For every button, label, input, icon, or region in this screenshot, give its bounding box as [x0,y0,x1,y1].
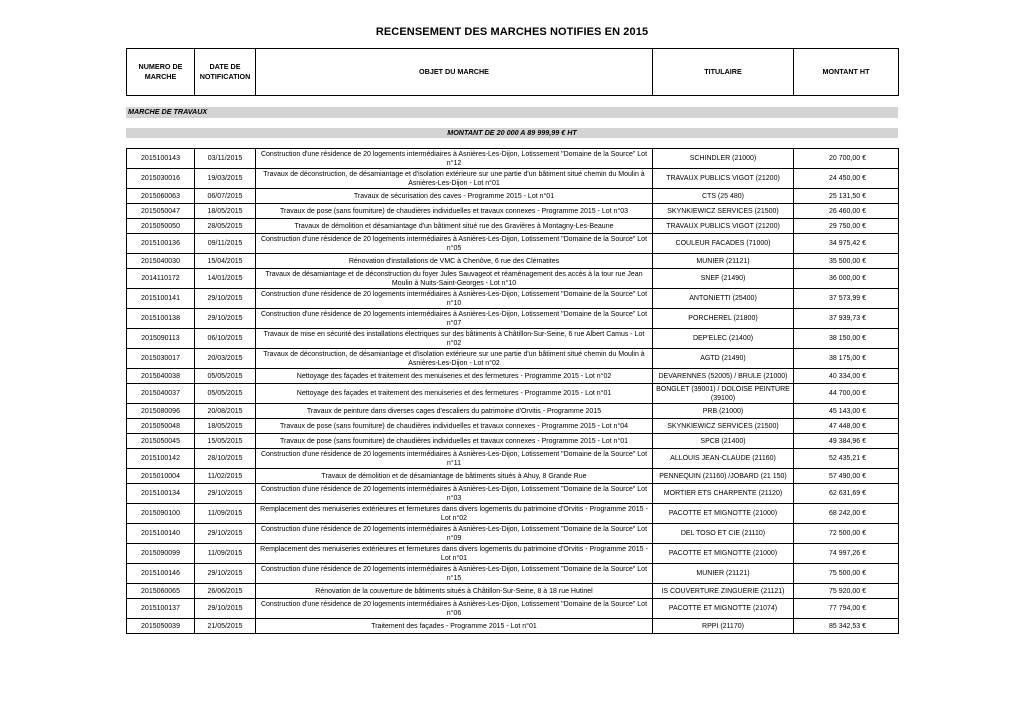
table-row [127,584,899,599]
cell-date: 29/10/2015 [195,484,256,504]
table-row [127,504,899,524]
cell-date: 11/02/2015 [195,469,256,484]
contracts-table-body [127,149,899,634]
cell-numero: 2015100136 [127,234,195,254]
cell-titulaire: PORCHEREL (21800) [653,309,794,329]
cell-objet: Construction d'une résidence de 20 logements intermédiaires à Asnières-Les-Dijon, Lotissement "Domaine de la Source" Lot n°15 [256,564,653,584]
table-row [127,204,899,219]
cell-date: 29/10/2015 [195,309,256,329]
cell-date: 15/04/2015 [195,254,256,269]
cell-date: 20/08/2015 [195,404,256,419]
cell-numero: 2015050050 [127,219,195,234]
cell-montant: 44 700,00 € [794,384,899,404]
cell-titulaire: CTS (25 480) [653,189,794,204]
cell-objet: Construction d'une résidence de 20 logements intermédiaires à Asnières-Les-Dijon, Lotissement "Domaine de la Source" Lot n°03 [256,484,653,504]
cell-date: 18/05/2015 [195,419,256,434]
cell-date: 29/10/2015 [195,289,256,309]
cell-titulaire: SKYNKIEWICZ SERVICES (21500) [653,419,794,434]
cell-date: 26/06/2015 [195,584,256,599]
cell-date: 29/10/2015 [195,564,256,584]
cell-objet: Construction d'une résidence de 20 logements intermédiaires à Asnières-Les-Dijon, Lotissement "Domaine de la Source" Lot n°12 [256,149,653,169]
cell-objet: Travaux de désamiantage et de déconstruction du foyer Jules Sauvageot et réaménagement des accès à la tour rue Jean Moulin à Nuits-Saint-Georges - Lot n°10 [256,269,653,289]
cell-montant: 34 975,42 € [794,234,899,254]
cell-titulaire: SPCB (21400) [653,434,794,449]
cell-objet: Travaux de peinture dans diverses cages d'escaliers du patrimoine d'Orvitis - Programme 2015 [256,404,653,419]
table-row [127,449,899,469]
table-row [127,564,899,584]
cell-titulaire: PRB (21000) [653,404,794,419]
cell-titulaire: PACOTTE ET MIGNOTTE (21074) [653,599,794,619]
cell-montant: 29 750,00 € [794,219,899,234]
header-numero: NUMERO DE MARCHE [127,49,195,96]
cell-titulaire: SNEF (21490) [653,269,794,289]
cell-numero: 2015090100 [127,504,195,524]
table-row [127,434,899,449]
cell-titulaire: TRAVAUX PUBLICS VIGOT (21200) [653,219,794,234]
cell-objet: Travaux de pose (sans fourniture) de chaudières individuelles et travaux connexes - Programme 2015 - Lot n°01 [256,434,653,449]
contracts-table [126,148,899,634]
page-title: RECENSEMENT DES MARCHES NOTIFIES EN 2015 [375,26,649,38]
cell-titulaire: IS COUVERTURE ZINGUERIE (21121) [653,584,794,599]
cell-objet: Construction d'une résidence de 20 logements intermédiaires à Asnières-Les-Dijon, Lotissement "Domaine de la Source" Lot n°06 [256,599,653,619]
cell-titulaire: MORTIER ETS CHARPENTE (21120) [653,484,794,504]
table-row [127,149,899,169]
cell-objet: Nettoyage des façades et traitement des menuiseries et des fermetures - Programme 2015 - Lot n°01 [256,384,653,404]
table-row [127,269,899,289]
cell-objet: Nettoyage des façades et traitement des menuiseries et des fermetures - Programme 2015 - Lot n°02 [256,369,653,384]
cell-montant: 62 631,69 € [794,484,899,504]
cell-date: 18/05/2015 [195,204,256,219]
cell-objet: Travaux de pose (sans fourniture) de chaudières individuelles et travaux connexes - Programme 2015 - Lot n°03 [256,204,653,219]
cell-titulaire: MUNIER (21121) [653,564,794,584]
table-row [127,524,899,544]
table-row [127,189,899,204]
cell-objet: Travaux de démolition et de désamiantage de bâtiments situés à Ahuy, 8 Grande Rue [256,469,653,484]
cell-objet: Construction d'une résidence de 20 logements intermédiaires à Asnières-Les-Dijon, Lotissement "Domaine de la Source" Lot n°05 [256,234,653,254]
cell-titulaire: ALLOUIS JEAN-CLAUDE (21160) [653,449,794,469]
table-row [127,234,899,254]
cell-titulaire: COULEUR FACADES (71000) [653,234,794,254]
table-row [127,484,899,504]
cell-numero: 2015060063 [127,189,195,204]
cell-objet: Traitement des façades - Programme 2015 - Lot n°01 [256,619,653,634]
cell-montant: 75 500,00 € [794,564,899,584]
header-titulaire: TITULAIRE [653,49,794,96]
cell-numero: 2015060065 [127,584,195,599]
cell-montant: 40 334,00 € [794,369,899,384]
cell-montant: 85 342,53 € [794,619,899,634]
cell-numero: 2015100140 [127,524,195,544]
cell-numero: 2015040037 [127,384,195,404]
cell-objet: Travaux de pose (sans fourniture) de chaudières individuelles et travaux connexes - Programme 2015 - Lot n°04 [256,419,653,434]
cell-titulaire: DEL TOSO ET CIE (21110) [653,524,794,544]
cell-date: 15/05/2015 [195,434,256,449]
cell-objet: Remplacement des menuiseries extérieures et fermetures dans divers logements du patrimoine d'Orvitis - Programme 2015 - Lot n°01 [256,544,653,564]
cell-numero: 2015010004 [127,469,195,484]
cell-objet: Rénovation d'installations de VMC à Chenôve, 6 rue des Clématites [256,254,653,269]
cell-objet: Travaux de mise en sécurité des installations électriques sur des bâtiments à Châtillon-Sur-Seine, 6 rue Albert Camus - Lot n°02 [256,329,653,349]
header-date: DATE DE NOTIFICATION [195,49,256,96]
cell-numero: 2015100137 [127,599,195,619]
range-label: MONTANT DE 20 000 A 89 999,99 € HT [126,128,898,138]
cell-titulaire: MUNIER (21121) [653,254,794,269]
cell-objet: Travaux de déconstruction, de désamiantage et d'isolation extérieure sur une partie d'un bâtiment situé chemin du Moulin à Asnières-Les-Dijon - Lot n°01 [256,169,653,189]
cell-date: 09/11/2015 [195,234,256,254]
table-row [127,369,899,384]
cell-montant: 74 997,26 € [794,544,899,564]
cell-numero: 2015050048 [127,419,195,434]
cell-titulaire: PENNEQUIN (21160) /JOBARD (21 150) [653,469,794,484]
cell-numero: 2015050039 [127,619,195,634]
table-row [127,219,899,234]
cell-titulaire: DEP'ELEC (21400) [653,329,794,349]
cell-montant: 20 700,00 € [794,149,899,169]
cell-numero: 2014110172 [127,269,195,289]
table-row [127,469,899,484]
cell-montant: 26 460,00 € [794,204,899,219]
cell-montant: 57 490,00 € [794,469,899,484]
section-label: MARCHE DE TRAVAUX [126,107,898,118]
cell-objet: Construction d'une résidence de 20 logements intermédiaires à Asnières-Les-Dijon, Lotissement "Domaine de la Source" Lot n°09 [256,524,653,544]
cell-titulaire: ANTONIETTI (25400) [653,289,794,309]
cell-date: 20/03/2015 [195,349,256,369]
cell-titulaire: BONGLET (39001) / DOLOISE PEINTURE (39100) [653,384,794,404]
cell-numero: 2015100141 [127,289,195,309]
cell-titulaire: AGTD (21490) [653,349,794,369]
cell-date: 19/03/2015 [195,169,256,189]
table-row [127,329,899,349]
cell-objet: Travaux de démolition et désamiantage d'un bâtiment situé rue des Gravières à Montagny-Les-Beaune [256,219,653,234]
cell-date: 28/10/2015 [195,449,256,469]
cell-montant: 38 175,00 € [794,349,899,369]
cell-montant: 37 573,99 € [794,289,899,309]
cell-numero: 2015100134 [127,484,195,504]
cell-titulaire: RPPI (21170) [653,619,794,634]
cell-titulaire: DEVARENNES (52005) / BRULE (21000) [653,369,794,384]
cell-titulaire: SCHINDLER (21000) [653,149,794,169]
cell-titulaire: PACOTTE ET MIGNOTTE (21000) [653,544,794,564]
cell-numero: 2015100138 [127,309,195,329]
table-row [127,419,899,434]
cell-numero: 2015090099 [127,544,195,564]
cell-montant: 72 500,00 € [794,524,899,544]
header-montant: MONTANT HT [794,49,899,96]
cell-date: 21/05/2015 [195,619,256,634]
cell-titulaire: PACOTTE ET MIGNOTTE (21000) [653,504,794,524]
table-row [127,309,899,329]
table-row [127,169,899,189]
table-row [127,404,899,419]
header-objet: OBJET DU MARCHE [256,49,653,96]
cell-date: 28/05/2015 [195,219,256,234]
cell-date: 05/05/2015 [195,384,256,404]
table-row [127,619,899,634]
table-row [127,544,899,564]
cell-montant: 36 000,00 € [794,269,899,289]
table-row [127,599,899,619]
cell-date: 06/07/2015 [195,189,256,204]
cell-date: 05/05/2015 [195,369,256,384]
cell-objet: Construction d'une résidence de 20 logements intermédiaires à Asnières-Les-Dijon, Lotissement "Domaine de la Source" Lot n°07 [256,309,653,329]
cell-numero: 2015050047 [127,204,195,219]
cell-objet: Rénovation de la couverture de bâtiments situés à Châtillon-Sur-Seine, 8 à 18 rue Hutinel [256,584,653,599]
cell-montant: 49 384,96 € [794,434,899,449]
cell-numero: 2015050045 [127,434,195,449]
cell-montant: 68 242,00 € [794,504,899,524]
cell-objet: Travaux de déconstruction, de désamiantage et d'isolation extérieure sur une partie d'un bâtiment situé chemin du Moulin à Asnières-Les-Dijon - Lot n°02 [256,349,653,369]
cell-montant: 75 920,00 € [794,584,899,599]
cell-date: 14/01/2015 [195,269,256,289]
cell-montant: 35 500,00 € [794,254,899,269]
table-row [127,289,899,309]
cell-montant: 37 939,73 € [794,309,899,329]
cell-objet: Construction d'une résidence de 20 logements intermédiaires à Asnières-Les-Dijon, Lotissement "Domaine de la Source" Lot n°11 [256,449,653,469]
cell-montant: 38 150,00 € [794,329,899,349]
cell-numero: 2015080096 [127,404,195,419]
cell-numero: 2015100143 [127,149,195,169]
cell-objet: Travaux de sécurisation des caves - Programme 2015 - Lot n°01 [256,189,653,204]
cell-numero: 2015030017 [127,349,195,369]
cell-numero: 2015040038 [127,369,195,384]
table-header [126,48,899,96]
cell-montant: 47 448,00 € [794,419,899,434]
table-row [127,254,899,269]
cell-montant: 52 435,21 € [794,449,899,469]
cell-date: 11/09/2015 [195,504,256,524]
table-row [127,384,899,404]
cell-numero: 2015100142 [127,449,195,469]
cell-montant: 24 450,00 € [794,169,899,189]
cell-objet: Remplacement des menuiseries extérieures et fermetures dans divers logements du patrimoine d'Orvitis - Programme 2015 - Lot n°02 [256,504,653,524]
cell-numero: 2015090113 [127,329,195,349]
cell-montant: 45 143,00 € [794,404,899,419]
cell-titulaire: SKYNKIEWICZ SERVICES (21500) [653,204,794,219]
cell-numero: 2015030016 [127,169,195,189]
cell-date: 29/10/2015 [195,524,256,544]
cell-montant: 77 794,00 € [794,599,899,619]
cell-date: 03/11/2015 [195,149,256,169]
cell-date: 11/09/2015 [195,544,256,564]
cell-numero: 2015040030 [127,254,195,269]
cell-montant: 25 131,50 € [794,189,899,204]
cell-date: 29/10/2015 [195,599,256,619]
table-row [127,349,899,369]
cell-objet: Construction d'une résidence de 20 logements intermédiaires à Asnières-Les-Dijon, Lotissement "Domaine de la Source" Lot n°10 [256,289,653,309]
cell-date: 06/10/2015 [195,329,256,349]
cell-titulaire: TRAVAUX PUBLICS VIGOT (21200) [653,169,794,189]
cell-numero: 2015100146 [127,564,195,584]
